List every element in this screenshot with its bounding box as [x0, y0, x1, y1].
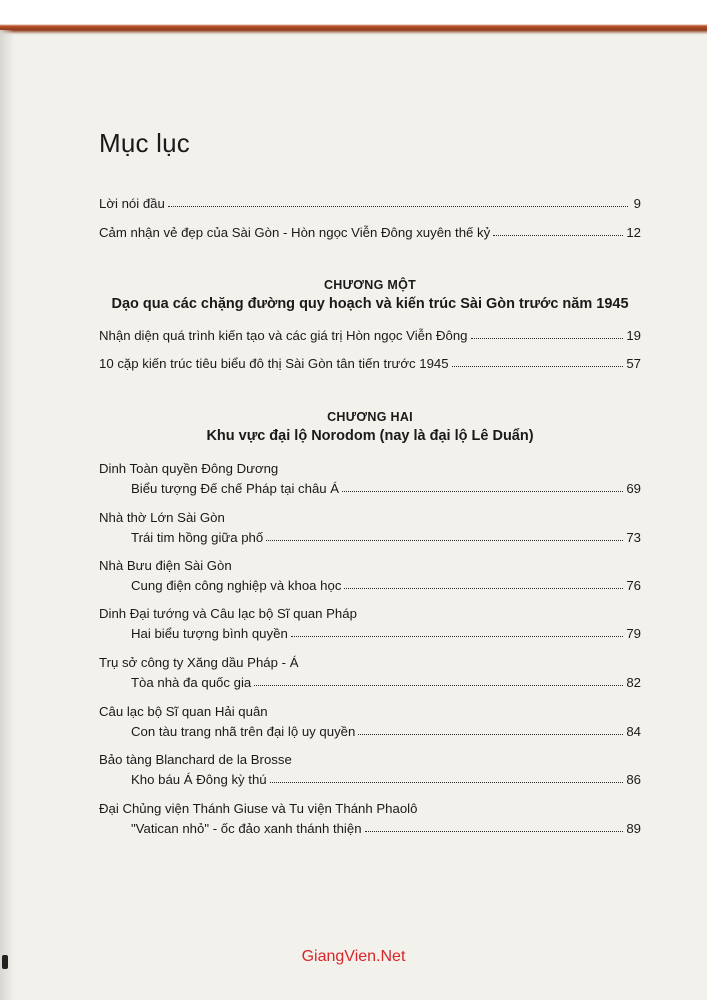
toc-entry-label: Biểu tượng Đế chế Pháp tại châu Á: [131, 481, 340, 496]
toc-entry[interactable]: [99, 356, 641, 372]
toc-entry-label: Kho báu Á Đông kỳ thú: [131, 772, 267, 787]
toc-entry-label: Cảm nhận vẻ đẹp của Sài Gòn - Hòn ngọc Viễn Đông xuyên thế kỷ: [99, 225, 491, 240]
toc-entry-label: Con tàu trang nhã trên đại lộ uy quyền: [131, 724, 356, 739]
leader-dots: [342, 490, 623, 492]
toc-section-heading: Đại Chủng viện Thánh Giuse và Tu viện Thánh Phaolô: [99, 801, 418, 816]
toc-entry-page: 79: [626, 626, 641, 641]
toc-entry-label: Cung điện công nghiệp và khoa học: [131, 578, 342, 593]
toc-entry-label: Trái tim hồng giữa phố: [131, 530, 264, 545]
toc-entry-label: "Vatican nhỏ" - ốc đảo xanh thánh thiện: [131, 821, 362, 836]
toc-entry-page: 89: [626, 821, 641, 836]
leader-dots: [291, 635, 624, 637]
toc-entry-label: Hai biểu tượng bình quyền: [131, 626, 288, 641]
toc-entry-label: 10 cặp kiến trúc tiêu biểu đô thị Sài Gòn tân tiến trước 1945: [99, 356, 449, 371]
toc-entry[interactable]: [131, 821, 641, 837]
page-left-shadow: [0, 30, 14, 1000]
toc-entry-page: 86: [626, 772, 641, 787]
toc-entry-page: 82: [626, 675, 641, 690]
leader-dots: [452, 365, 624, 367]
toc-entry[interactable]: [131, 626, 641, 642]
toc-entry[interactable]: [131, 481, 641, 497]
toc-entry-label: Tòa nhà đa quốc gia: [131, 675, 252, 690]
toc-entry[interactable]: [131, 530, 641, 546]
leader-dots: [471, 337, 624, 339]
leader-dots: [168, 205, 628, 207]
leader-dots: [358, 733, 623, 735]
page-top-edge: [0, 0, 707, 36]
toc-entry[interactable]: [131, 724, 641, 740]
toc-entry-page: 69: [626, 481, 641, 496]
toc-section-heading: Nhà Bưu điện Sài Gòn: [99, 558, 232, 573]
toc-entry-label: Nhận diện quá trình kiến tạo và các giá trị Hòn ngọc Viễn Đông: [99, 328, 468, 343]
toc-entry-page: 9: [633, 196, 641, 211]
watermark: GiangVien.Net: [301, 948, 406, 965]
page-title: Mục lục: [99, 128, 190, 158]
leader-dots: [493, 234, 623, 236]
leader-dots: [365, 830, 624, 832]
chapter-two-label: CHƯƠNG HAI: [327, 410, 413, 424]
toc-section-heading: Dinh Toàn quyền Đông Dương: [99, 461, 279, 476]
toc-entry-page: 19: [626, 328, 641, 343]
chapter-one-label: CHƯƠNG MỘT: [323, 278, 417, 292]
toc-entry[interactable]: [99, 328, 641, 344]
toc-entry[interactable]: [131, 772, 641, 788]
toc-entry-preface[interactable]: [99, 196, 641, 212]
toc-section-heading: Nhà thờ Lớn Sài Gòn: [99, 510, 225, 525]
chapter-one-title: Dạo qua các chặng đường quy hoạch và kiến trúc Sài Gòn trước năm 1945: [111, 296, 629, 312]
toc-entry[interactable]: [131, 578, 641, 594]
chapter-two-title: Khu vực đại lộ Norodom (nay là đại lộ Lê Duẩn): [206, 428, 534, 444]
toc-entry-page: 84: [626, 724, 641, 739]
leader-dots: [270, 781, 624, 783]
toc-section-heading: Câu lạc bộ Sĩ quan Hải quân: [99, 704, 268, 719]
toc-section-heading: Dinh Đại tướng và Câu lạc bộ Sĩ quan Pháp: [99, 606, 357, 621]
leader-dots: [254, 684, 623, 686]
leader-dots: [266, 539, 623, 541]
toc-entry-page: 57: [626, 356, 641, 371]
leader-dots: [344, 587, 623, 589]
toc-entry-page: 12: [626, 225, 641, 240]
toc-entry-label: Lời nói đầu: [99, 196, 165, 211]
toc-entry-page: 73: [626, 530, 641, 545]
toc-entry[interactable]: [131, 675, 641, 691]
toc-section-heading: Trụ sở công ty Xăng dầu Pháp - Á: [99, 655, 299, 670]
toc-entry-page: 76: [626, 578, 641, 593]
toc-section-heading: Bảo tàng Blanchard de la Brosse: [99, 752, 292, 767]
toc-entry-impressions[interactable]: [99, 225, 641, 241]
